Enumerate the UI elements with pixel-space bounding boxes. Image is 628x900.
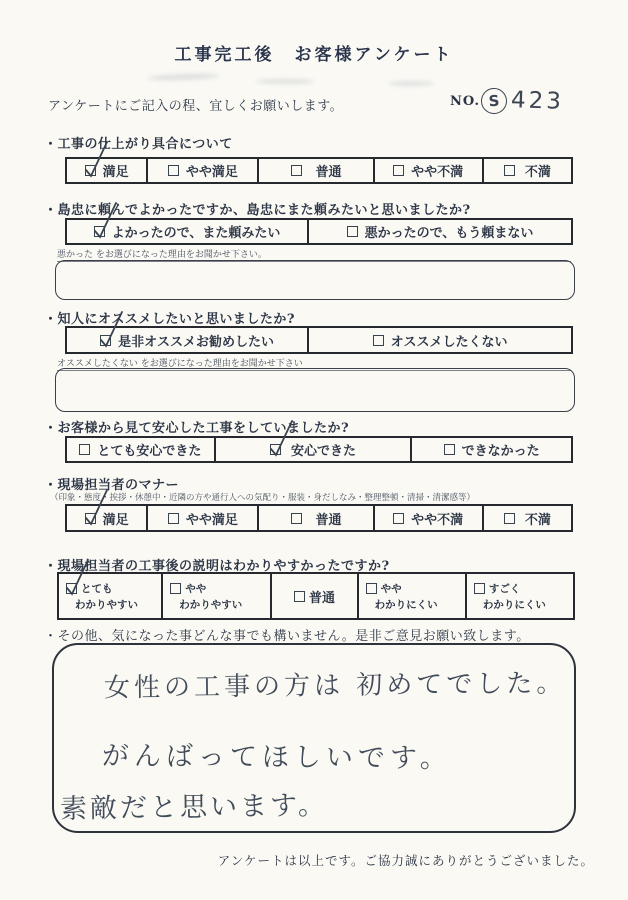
- q2-options-table: [65, 218, 573, 245]
- q1-options-table: [65, 157, 573, 184]
- q3-reason-note: オススメしたくない をお選びになった理由をお聞かせ下さい: [57, 356, 571, 371]
- serial-circle-letter: S: [487, 91, 501, 111]
- option-cell[interactable]: [482, 159, 571, 182]
- option-label: やや不満: [411, 512, 464, 528]
- q2-reason-textbox[interactable]: [55, 260, 575, 300]
- serial-digits: 423: [510, 87, 565, 115]
- option-cell[interactable]: [270, 574, 356, 618]
- checkbox[interactable]: [393, 165, 404, 176]
- checkbox[interactable]: [294, 591, 305, 602]
- question-staff-manner: ・現場担当者のマナー: [44, 478, 180, 493]
- checkbox[interactable]: [270, 444, 281, 455]
- handwritten-check-icon: [64, 558, 90, 598]
- question-felt-safe: ・お客様から見て安心した工事をしていましたか?: [44, 421, 350, 436]
- handwritten-check-icon: [92, 201, 118, 241]
- option-label: やや満足: [185, 512, 238, 528]
- question-explanation-clarity: ・現場担当者の工事後の説明はわかりやすかったですか?: [44, 559, 390, 574]
- checkbox[interactable]: [291, 513, 302, 524]
- option-label: 普通: [315, 512, 342, 528]
- page-title: 工事完工後 お客様アンケート: [174, 45, 454, 65]
- option-cell[interactable]: [482, 506, 571, 530]
- question-ask-again: ・島忠に頼んでよかったですか、島忠にまた頼みたいと思いましたか?: [44, 203, 471, 218]
- checkbox[interactable]: [291, 165, 302, 176]
- option-cell[interactable]: [67, 220, 307, 243]
- handwritten-check-icon: [83, 140, 109, 180]
- option-cell[interactable]: [357, 574, 465, 618]
- checkbox[interactable]: [504, 513, 515, 524]
- q3-reason-textbox[interactable]: [55, 368, 575, 412]
- scan-smudge: [388, 81, 434, 86]
- q6-options-table: [57, 572, 575, 620]
- option-label-line2: わかりやすい: [75, 598, 138, 611]
- checkbox[interactable]: [444, 444, 455, 455]
- checkbox[interactable]: [79, 444, 90, 455]
- option-label-line2: わかりにくい: [374, 598, 438, 611]
- intro-text: アンケートにご記入の程、宜しくお願いします。: [48, 99, 344, 114]
- handwritten-comment-line: がんばってほしいです。: [101, 740, 452, 775]
- checkbox[interactable]: [100, 335, 111, 346]
- question-recommend: ・知人にオススメしたいと思いましたか?: [44, 312, 295, 327]
- handwritten-comment-line: 女性の工事の方は 初めてでした。: [103, 668, 567, 704]
- option-label-line2: わかりにくい: [482, 598, 546, 611]
- option-cell[interactable]: [146, 506, 257, 530]
- checkbox[interactable]: [347, 226, 358, 237]
- q5-options-table: [65, 504, 573, 532]
- serial-number: [450, 88, 564, 114]
- option-cell[interactable]: [307, 220, 571, 243]
- option-cell[interactable]: [257, 506, 372, 530]
- option-cell[interactable]: [465, 574, 573, 618]
- question-finish-quality: ・工事の仕上がり具合について: [44, 137, 233, 152]
- option-label: 是非オススメお勧めしたい: [118, 334, 274, 350]
- checkbox[interactable]: [168, 513, 179, 524]
- q5-manner-note: （印象・態度・挨拶・休憩中・近隣の方や通行人への気配り・服装・身だしなみ・整理整頓・清掃・清潔感等）: [50, 493, 476, 503]
- checkbox[interactable]: [168, 165, 179, 176]
- comments-box[interactable]: [52, 643, 576, 833]
- option-label: 不満: [524, 165, 551, 180]
- comments-prompt: ・その他、気になった事どんな事でも構いません。是非ご意見お願い致します。: [44, 629, 530, 644]
- checkbox[interactable]: [373, 335, 384, 346]
- option-label: 不満: [524, 512, 551, 528]
- option-cell[interactable]: [373, 506, 482, 530]
- option-label: すごく: [488, 582, 521, 595]
- option-label: オススメしたくない: [390, 334, 508, 350]
- option-cell[interactable]: [214, 438, 410, 461]
- scan-smudge: [148, 73, 220, 82]
- option-label: やや不満: [411, 165, 464, 180]
- serial-circle-mark: [480, 87, 508, 115]
- option-label: とても: [81, 582, 113, 595]
- option-cell[interactable]: [373, 159, 482, 182]
- checkbox[interactable]: [66, 583, 77, 594]
- option-cell[interactable]: [67, 506, 146, 530]
- checkbox[interactable]: [94, 226, 105, 237]
- serial-label: NO.: [450, 93, 480, 109]
- option-label: 悪かったので、もう頼まない: [364, 226, 534, 241]
- option-cell[interactable]: [410, 438, 571, 461]
- option-cell[interactable]: [257, 159, 372, 182]
- q2-reason-note: 悪かった をお選びになった理由をお聞かせ下さい。: [57, 247, 571, 262]
- option-cell[interactable]: [307, 328, 571, 352]
- option-cell[interactable]: [67, 328, 307, 352]
- option-label: やや: [185, 582, 207, 595]
- option-label: 普通: [315, 165, 342, 180]
- option-cell[interactable]: [67, 159, 146, 182]
- option-cell[interactable]: [146, 159, 257, 182]
- option-label: できなかった: [461, 444, 540, 459]
- option-cell[interactable]: [161, 574, 270, 618]
- handwritten-check-icon: [98, 310, 124, 350]
- checkbox[interactable]: [474, 583, 485, 594]
- q4-options-table: [65, 436, 573, 463]
- handwritten-comment-line: 素敵だと思います。: [59, 790, 329, 825]
- checkbox[interactable]: [85, 165, 96, 176]
- checkbox[interactable]: [366, 583, 377, 594]
- checkbox[interactable]: [393, 513, 404, 524]
- handwritten-check-icon: [268, 419, 294, 459]
- option-label: 普通: [309, 590, 336, 606]
- handwritten-check-icon: [83, 488, 109, 528]
- option-label: 安心できた: [291, 444, 357, 459]
- option-cell[interactable]: [67, 438, 214, 461]
- option-label: 満足: [102, 512, 129, 528]
- option-label-line2: わかりやすい: [179, 598, 243, 611]
- scan-smudge: [256, 79, 314, 84]
- checkbox[interactable]: [85, 513, 96, 524]
- option-cell[interactable]: [59, 574, 161, 618]
- checkbox[interactable]: [504, 165, 515, 176]
- closing-text: アンケートは以上です。ご協力誠にありがとうございました。: [217, 853, 594, 868]
- option-label: 満足: [102, 165, 129, 180]
- option-label: やや満足: [185, 165, 238, 180]
- option-label: よかったので、また頼みたい: [111, 226, 281, 241]
- option-label: やや: [380, 582, 402, 595]
- checkbox[interactable]: [170, 583, 181, 594]
- option-label: とても安心できた: [97, 444, 202, 459]
- q3-options-table: [65, 326, 573, 354]
